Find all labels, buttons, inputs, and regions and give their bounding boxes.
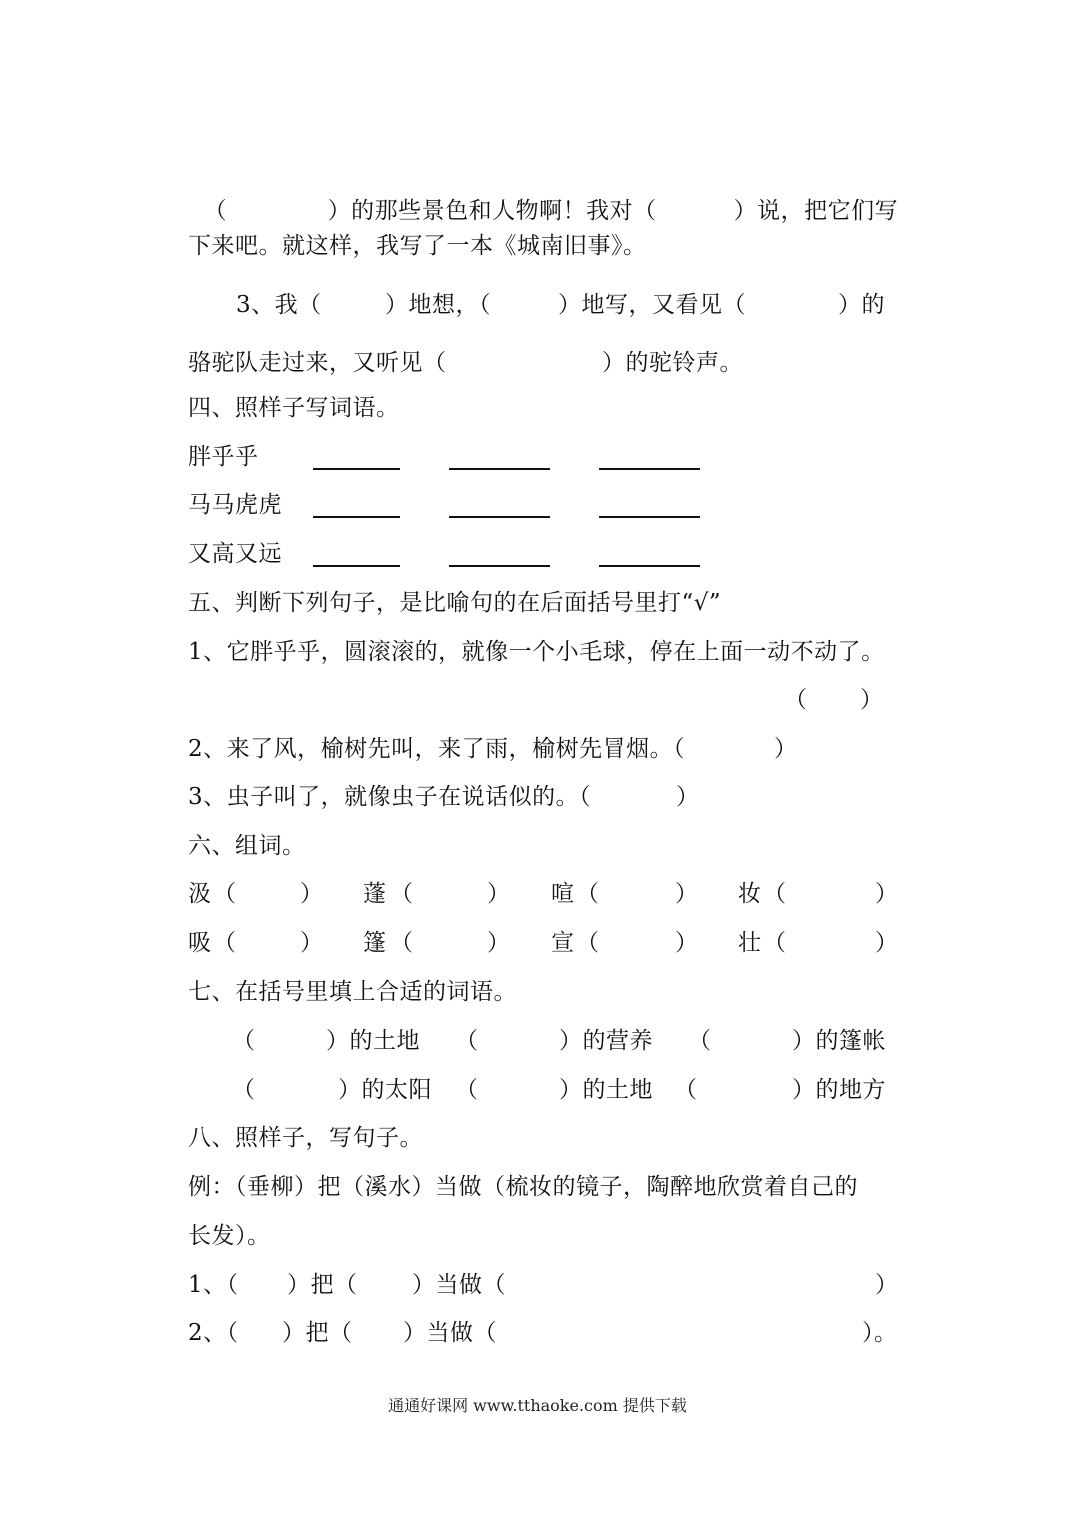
paren-open: （ <box>213 881 237 907</box>
char-item: 篷 <box>363 930 387 956</box>
paren-close: ） <box>487 930 511 956</box>
phrase-item: ）的土地 <box>326 1028 420 1054</box>
section-5-heading: 五、判断下列句子，是比喻句的在后面括号里打“√” <box>188 590 722 616</box>
text-line-3d: ）的 <box>838 292 885 318</box>
phrase-item: ）的太阳 <box>338 1077 432 1103</box>
char-item: 汲 <box>188 881 212 907</box>
section-4-heading: 四、照样子写词语。 <box>188 395 400 421</box>
answer-blank[interactable] <box>599 565 700 567</box>
paren-open: （ <box>576 930 600 956</box>
answer-blank[interactable] <box>599 516 700 518</box>
example-line-1: 例：（垂柳）把（溪水）当做（梳妆的镜子，陶醉地欣赏着自己的 <box>188 1174 858 1200</box>
q1-segment: ）把（ <box>287 1272 358 1298</box>
section-5-q1: 1、它胖乎乎，圆滚滚的，就像一个小毛球，停在上面一动不动了。 <box>188 639 885 665</box>
q1-segment: ）当做（ <box>412 1272 506 1298</box>
paren-close: ） <box>675 881 699 907</box>
example-line-2: 长发）。 <box>188 1223 271 1249</box>
paren-open: （ <box>576 881 600 907</box>
section-7-heading: 七、在括号里填上合适的词语。 <box>188 979 517 1005</box>
answer-paren-close: ） <box>774 736 798 762</box>
text-line-2: 下来吧。就这样，我写了一本《城南旧事》。 <box>188 233 647 259</box>
text-line-1c <box>718 177 898 223</box>
char-item: 壮 <box>738 930 762 956</box>
word-item-2: 马马虎虎 <box>188 492 282 518</box>
paren-close: ） <box>675 930 699 956</box>
phrase-item: ）的地方 <box>792 1077 886 1103</box>
char-item: 宣 <box>551 930 575 956</box>
char-item: 妆 <box>738 881 762 907</box>
char-item: 喧 <box>551 881 575 907</box>
text-line-3c: ）地写，又看见（ <box>558 292 746 318</box>
text-line-3b: ）地想，（ <box>385 292 491 318</box>
phrase-item: ）的篷帐 <box>792 1028 886 1054</box>
section-5-q2: 2、来了风，榆树先叫，来了雨，榆树先冒烟。（ <box>188 736 686 762</box>
answer-blank[interactable] <box>599 468 700 470</box>
paren-open: （ <box>232 1028 256 1054</box>
q2-segment: ）。 <box>862 1320 898 1346</box>
word-item-1: 胖乎乎 <box>188 444 259 470</box>
page-footer: 通通好课网 www.tthaoke.com 提供下载 <box>388 1396 687 1415</box>
answer-paren-open: （ <box>784 687 808 713</box>
text-line-4b: ）的驼铃声。 <box>602 350 743 376</box>
word-item-3: 又高又远 <box>188 541 282 567</box>
section-5-q3: 3、虫子叫了，就像虫子在说话似的。（ <box>188 784 592 810</box>
paren-close: ） <box>487 881 511 907</box>
q2-segment: 2、（ <box>188 1320 239 1346</box>
answer-blank[interactable] <box>449 516 550 518</box>
text-line-4a: 骆驼队走过来，又听见（ <box>188 350 447 376</box>
paren-close: ） <box>300 881 324 907</box>
answer-blank[interactable] <box>313 468 400 470</box>
section-8-heading: 八、照样子，写句子。 <box>188 1125 423 1151</box>
section-6-heading: 六、组词。 <box>188 833 306 859</box>
paren-open: （ <box>213 930 237 956</box>
text-line-1 <box>188 177 227 223</box>
char-item: 吸 <box>188 930 212 956</box>
paren-open: （ <box>688 1028 712 1054</box>
paren-open: （ <box>232 1077 256 1103</box>
q2-segment: ）把（ <box>282 1320 353 1346</box>
paren-open: （ <box>390 930 414 956</box>
answer-paren-close: ） <box>860 687 884 713</box>
paren-close: ） <box>300 930 324 956</box>
q2-segment: ）当做（ <box>403 1320 497 1346</box>
text-segment: （ <box>203 198 228 224</box>
text-segment: ）说，把它们写 <box>733 198 899 224</box>
answer-blank[interactable] <box>313 516 400 518</box>
paren-open: （ <box>763 881 787 907</box>
paren-close: ） <box>875 881 899 907</box>
paren-open: （ <box>455 1028 479 1054</box>
char-item: 蓬 <box>363 881 387 907</box>
answer-blank[interactable] <box>313 565 400 567</box>
paren-open: （ <box>390 881 414 907</box>
answer-blank[interactable] <box>449 468 550 470</box>
text-segment: ）的那些景色和人物啊！我对（ <box>327 198 657 224</box>
q1-segment: ） <box>875 1272 899 1298</box>
paren-open: （ <box>763 930 787 956</box>
paren-close: ） <box>875 930 899 956</box>
text-line-3a: 3、我（ <box>236 292 322 318</box>
answer-blank[interactable] <box>449 565 550 567</box>
q1-segment: 1、（ <box>188 1272 239 1298</box>
paren-open: （ <box>455 1077 479 1103</box>
answer-paren-close: ） <box>676 784 700 810</box>
phrase-item: ）的营养 <box>559 1028 653 1054</box>
text-line-1b <box>312 177 657 223</box>
paren-open: （ <box>674 1077 698 1103</box>
phrase-item: ）的土地 <box>559 1077 653 1103</box>
